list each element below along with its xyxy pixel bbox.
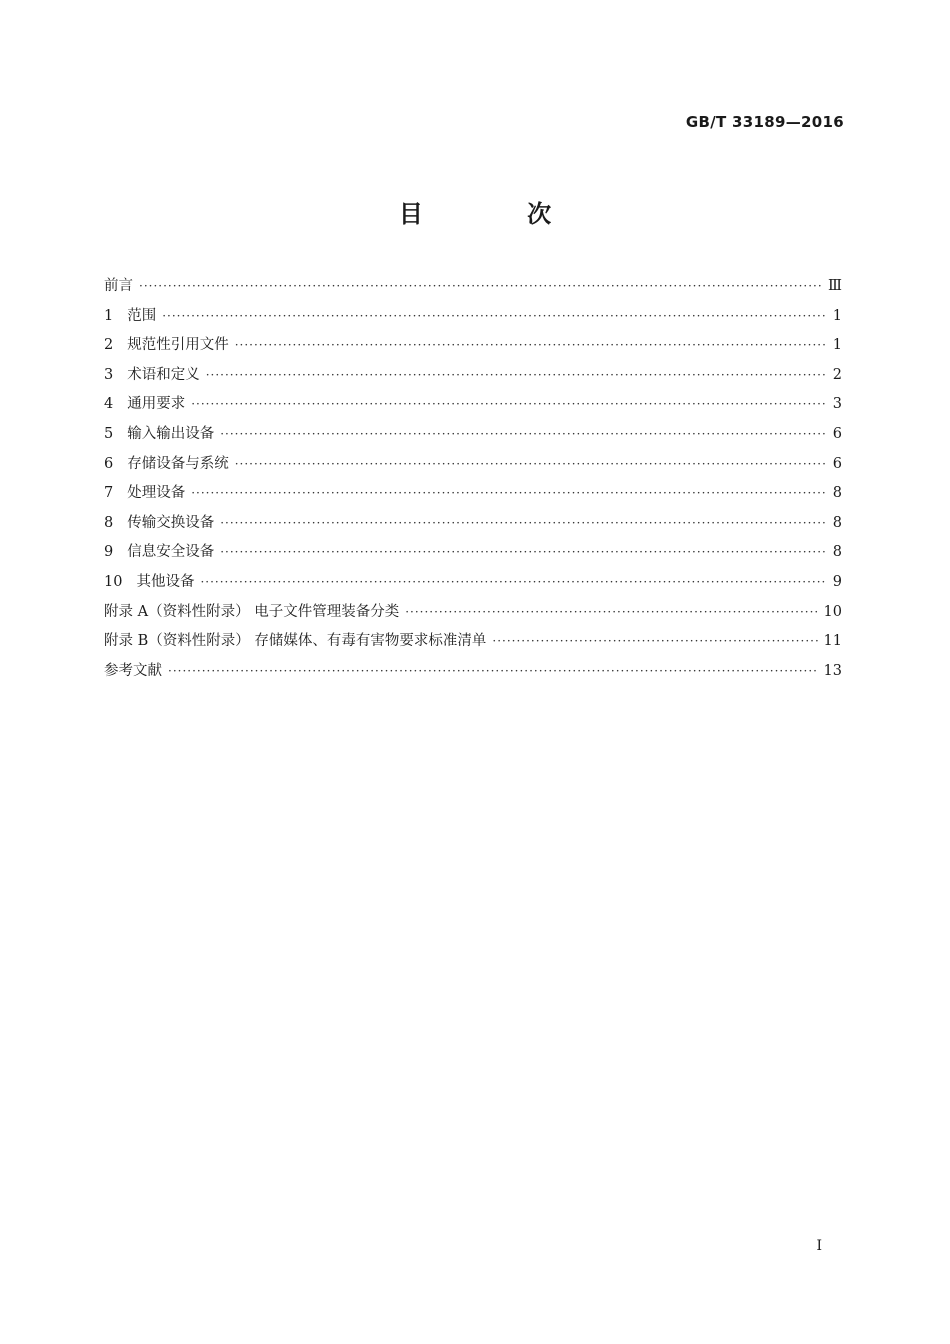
toc-leader-dots	[191, 479, 826, 509]
toc-entry-label: 传输交换设备	[127, 514, 215, 531]
toc-entry-appendix-a[interactable]	[104, 598, 842, 628]
toc-entry-label: 附录 A（资料性附录） 电子文件管理装备分类	[104, 603, 400, 620]
toc-entry-page: 6	[832, 425, 842, 442]
toc-entry-label: 规范性引用文件	[127, 337, 229, 354]
toc-entry-page: 10	[823, 603, 842, 620]
toc-entry-number: 7	[104, 485, 114, 502]
toc-entry-page: 13	[823, 662, 842, 679]
toc-leader-dots	[235, 450, 826, 480]
toc-entry-1[interactable]	[104, 302, 842, 332]
toc-leader-dots	[162, 302, 826, 332]
toc-entry-page: 6	[832, 455, 842, 472]
toc-entry-number: 2	[104, 337, 114, 354]
toc-entry-label: 前言	[104, 278, 133, 294]
toc-leader-dots	[206, 361, 826, 391]
toc-leader-dots	[220, 538, 826, 568]
toc-entry-4[interactable]	[104, 390, 842, 420]
toc-leader-dots	[235, 331, 826, 361]
toc-entry-page: 11	[823, 633, 842, 650]
page-number: I	[816, 1238, 822, 1254]
toc-entry-page: 8	[832, 485, 842, 502]
toc-leader-dots	[220, 509, 826, 539]
toc-leader-dots	[220, 420, 826, 450]
toc-entry-page: 1	[832, 307, 842, 324]
toc-leader-dots	[191, 390, 826, 420]
toc-entry-page: 9	[832, 573, 842, 590]
toc-entry-8[interactable]	[104, 509, 842, 539]
toc-entry-page: 8	[832, 544, 842, 561]
toc-entry-label: 存储设备与系统	[127, 455, 229, 472]
toc-entry-appendix-b[interactable]	[104, 627, 842, 657]
standard-number: GB/T 33189—2016	[685, 113, 844, 131]
toc-leader-dots	[492, 627, 817, 657]
toc-entry-6[interactable]	[104, 450, 842, 480]
toc-leader-dots	[405, 598, 817, 628]
toc-entry-label: 通用要求	[127, 396, 186, 413]
toc-entry-number: 9	[104, 544, 114, 561]
toc-entry-label: 其他设备	[136, 573, 195, 590]
toc-entry-number: 4	[104, 396, 114, 413]
toc-leader-dots	[200, 568, 826, 598]
toc-entry-3[interactable]	[104, 361, 842, 391]
toc-entry-number: 6	[104, 455, 114, 472]
toc-entry-references[interactable]	[104, 657, 842, 687]
toc-entry-number: 8	[104, 514, 114, 531]
toc-entry-7[interactable]	[104, 479, 842, 509]
toc-entry-page: 8	[832, 514, 842, 531]
toc-entry-5[interactable]	[104, 420, 842, 450]
toc-entry-label: 信息安全设备	[127, 544, 215, 561]
toc-entry-label: 输入输出设备	[127, 425, 215, 442]
toc-entry-number: 3	[104, 366, 114, 383]
toc-entry-number: 10	[104, 573, 123, 590]
toc-entry-page: 3	[832, 396, 842, 413]
toc-entry-label: 处理设备	[127, 485, 186, 502]
toc-entry-2[interactable]	[104, 331, 842, 361]
toc-leader-dots	[168, 657, 818, 687]
toc-entry-label: 范围	[127, 307, 157, 324]
toc-entry-page: Ⅲ	[828, 278, 842, 294]
toc-leader-dots	[139, 272, 822, 302]
toc-entry-label: 附录 B（资料性附录） 存储媒体、有毒有害物要求标准清单	[104, 633, 487, 650]
toc-entry-page: 2	[832, 366, 842, 383]
toc-entry-9[interactable]	[104, 538, 842, 568]
toc-entry-number: 1	[104, 307, 114, 324]
table-of-contents	[104, 272, 842, 686]
toc-entry-preface[interactable]	[104, 272, 842, 302]
toc-entry-10[interactable]	[104, 568, 842, 598]
toc-entry-label: 参考文献	[104, 662, 162, 679]
toc-entry-label: 术语和定义	[127, 366, 200, 383]
toc-entry-page: 1	[832, 337, 842, 354]
toc-title: 目 次	[398, 200, 600, 228]
toc-entry-number: 5	[104, 425, 114, 442]
